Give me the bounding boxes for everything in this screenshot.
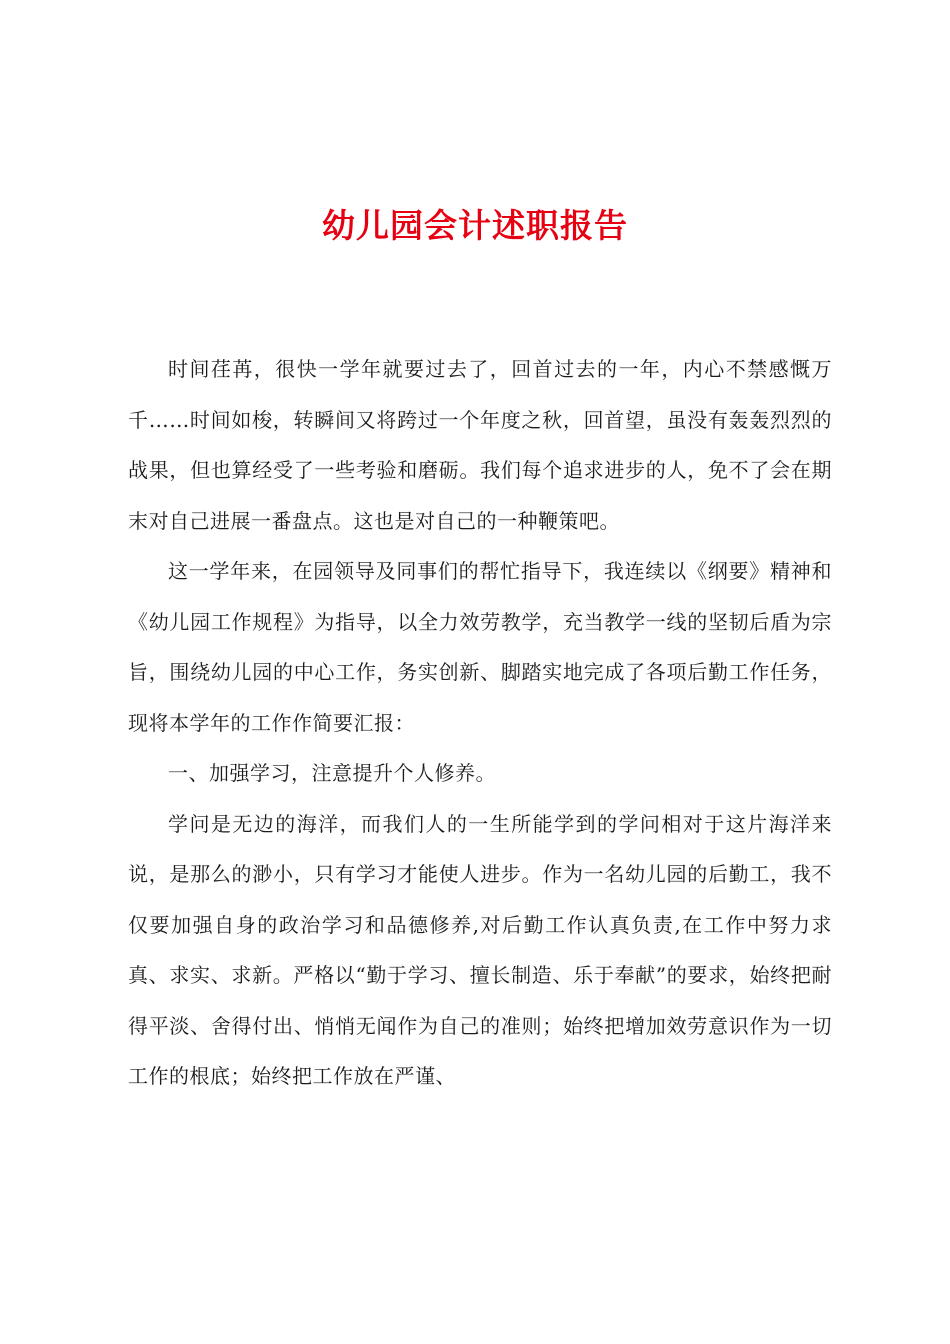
section-heading-1: 一、加强学习，注意提升个人修养。 [168,761,496,785]
paragraph-2: 这一学年来，在园领导及同事们的帮忙指导下，我连续以《纲要》精神和《幼儿园工作规程》为指导，以全力效劳教学，充当教学一线的坚韧后盾为宗旨，围绕幼儿园的中心工作，务实创新、脚踏实地完成了各项后勤工作任务，现将本学年的工作作简要汇报： [128,559,832,735]
document-body [128,344,832,1102]
document-title: 幼儿园会计述职报告 [322,206,628,245]
paragraph-3: 学问是无边的海洋，而我们人的一生所能学到的学问相对于这片海洋来说，是那么的渺小，只有学习才能使人进步。作为一名幼儿园的后勤工，我不仅要加强自身的政治学习和品德修养,对后勤工作认真负责,在工作中努力求真、求实、求新。严格以“勤于学习、擅长制造、乐于奉献”的要求，始终把耐得平淡、舍得付出、悄悄无闻作为自己的准则；始终把增加效劳意识作为一切工作的根底；始终把工作放在严谨、 [128,811,832,1088]
paragraph-1: 时间荏苒，很快一学年就要过去了，回首过去的一年，内心不禁感慨万千……时间如梭，转瞬间又将跨过一个年度之秋，回首望，虽没有轰轰烈烈的战果，但也算经受了一些考验和磨砺。我们每个追求进步的人，免不了会在期末对自己进展一番盘点。这也是对自己的一种鞭策吧。 [128,357,832,533]
